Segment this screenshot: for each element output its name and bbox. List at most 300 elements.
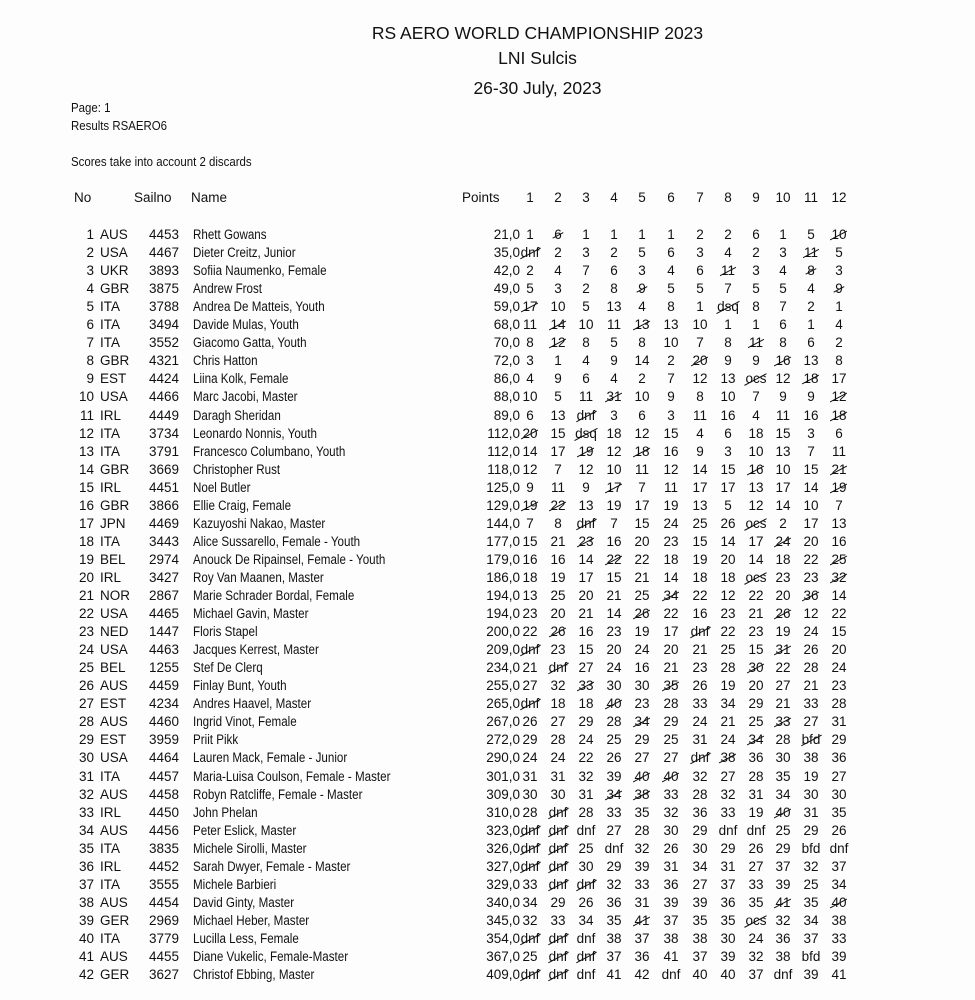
- rank: 7: [86, 335, 94, 351]
- race-score: [824, 461, 854, 479]
- race-score: 17: [663, 624, 679, 640]
- sailor-name: Liina Kolk, Female: [193, 371, 289, 387]
- race-score: 5: [638, 245, 646, 261]
- discarded-score: ocs: [745, 912, 767, 928]
- race-score: 15: [634, 515, 650, 531]
- race-score: [627, 443, 657, 461]
- race-score: 17: [720, 479, 736, 495]
- race-score: 4: [610, 371, 618, 387]
- table-row: [0, 677, 975, 695]
- race-score: 19: [692, 551, 708, 567]
- race-score: 24: [663, 515, 679, 531]
- race-score: 5: [526, 281, 534, 297]
- points: 345,0: [486, 912, 520, 928]
- discarded-score: 30: [748, 660, 764, 676]
- race-score: 16: [522, 551, 538, 567]
- discarded-score: 9: [835, 281, 843, 297]
- race-score: 7: [667, 371, 675, 387]
- race-score: [741, 461, 771, 479]
- discarded-score: 18: [831, 407, 847, 423]
- race-score: 2: [610, 245, 618, 261]
- table-row: [0, 912, 975, 930]
- race-score: [824, 894, 854, 912]
- race-score: 14: [606, 606, 622, 622]
- race-score: 4: [554, 263, 562, 279]
- table-row: [0, 334, 975, 352]
- race-score: [824, 569, 854, 587]
- points: 354,0: [486, 930, 520, 946]
- race-score: [599, 551, 629, 569]
- race-score: 9: [526, 479, 534, 495]
- race-score: [768, 605, 798, 623]
- race-score: 7: [696, 335, 704, 351]
- sailor-name: Marc Jacobi, Master: [193, 389, 298, 405]
- nation: AUS: [100, 786, 128, 802]
- nation: IRL: [100, 479, 122, 495]
- race-score: 15: [831, 624, 847, 640]
- sail-number: 3875: [149, 281, 180, 297]
- sail-number: 4451: [149, 479, 180, 495]
- race-score: [543, 930, 573, 948]
- race-score: 6: [779, 317, 787, 333]
- race-score: [627, 768, 657, 786]
- race-score: 31: [522, 768, 538, 784]
- race-score: 33: [606, 804, 622, 820]
- points: 125,0: [486, 479, 520, 495]
- race-score: 16: [831, 533, 847, 549]
- race-score: 38: [663, 930, 679, 946]
- race-score: [768, 804, 798, 822]
- race-score: 5: [779, 281, 787, 297]
- sailor-name: Marie Schrader Bordal, Female: [193, 588, 355, 603]
- race-score: dnf: [604, 840, 624, 856]
- sailor-name: Priit Pikk: [193, 732, 239, 748]
- race-score: 7: [752, 389, 760, 405]
- race-score: 8: [526, 335, 534, 351]
- race-score: 5: [610, 335, 618, 351]
- race-score: 21: [522, 660, 538, 676]
- race-score: 19: [720, 678, 736, 694]
- race-score: 32: [550, 678, 566, 694]
- race-score: 26: [578, 894, 594, 910]
- race-score: 8: [752, 299, 760, 315]
- nation: NOR: [100, 588, 130, 603]
- sail-number: 4459: [149, 678, 180, 694]
- race-score: 29: [606, 858, 622, 874]
- race-score: 35: [692, 912, 708, 928]
- race-score: 27: [803, 714, 819, 730]
- race-score: 37: [803, 930, 819, 946]
- race-score: 23: [550, 642, 566, 658]
- nation: EST: [100, 696, 127, 712]
- race-score: [599, 479, 629, 497]
- race-score: 36: [634, 949, 650, 964]
- race-score: [543, 623, 573, 641]
- race-score: 7: [582, 263, 590, 279]
- header-race-4: 4: [610, 190, 618, 205]
- race-score: 5: [752, 281, 760, 297]
- race-score: 8: [638, 335, 646, 351]
- discarded-score: 33: [775, 714, 791, 730]
- race-score: 22: [748, 588, 764, 603]
- race-score: 15: [803, 461, 819, 477]
- scores-note: Scores take into account 2 discards: [71, 154, 252, 169]
- rank: 33: [78, 804, 94, 820]
- race-score: [713, 298, 743, 316]
- race-score: 17: [578, 569, 594, 585]
- race-score: 37: [634, 930, 650, 946]
- points: 329,0: [486, 876, 520, 892]
- discarded-score: 16: [775, 353, 791, 369]
- nation: USA: [100, 750, 128, 766]
- race-score: [515, 840, 545, 858]
- discarded-score: dnf: [576, 949, 596, 964]
- discarded-score: dnf: [548, 822, 568, 838]
- points: 89,0: [493, 407, 520, 423]
- rank: 11: [79, 407, 94, 423]
- race-score: 17: [775, 479, 791, 495]
- race-score: [656, 587, 686, 605]
- race-score: 5: [582, 299, 590, 315]
- race-score: 37: [748, 967, 764, 983]
- race-score: 10: [522, 389, 538, 405]
- race-score: 32: [803, 858, 819, 874]
- race-score: 12: [578, 461, 594, 477]
- race-score: 8: [610, 281, 618, 297]
- sail-number: 4465: [149, 606, 180, 622]
- nation: ITA: [100, 768, 120, 784]
- discarded-score: dnf: [520, 822, 540, 838]
- race-score: 21: [634, 569, 650, 585]
- race-score: [599, 695, 629, 713]
- race-score: [685, 623, 715, 641]
- rank: 40: [78, 930, 94, 946]
- sailor-name: Lucilla Less, Female: [193, 930, 299, 946]
- race-score: 5: [667, 281, 675, 297]
- discarded-score: 40: [831, 894, 847, 910]
- document-title: RS AERO WORLD CHAMPIONSHIP 2023: [371, 23, 704, 43]
- race-score: 29: [720, 840, 736, 856]
- race-score: 7: [554, 461, 562, 477]
- race-score: 30: [606, 678, 622, 694]
- race-score: 13: [692, 497, 708, 513]
- sail-number: 3866: [149, 497, 180, 513]
- nation: NED: [100, 624, 129, 640]
- sail-number: 3779: [149, 930, 180, 946]
- nation: ITA: [100, 840, 120, 856]
- sail-number: 3443: [149, 533, 180, 549]
- race-score: 33: [634, 876, 650, 892]
- race-score: 32: [720, 786, 736, 802]
- points: 68,0: [493, 317, 520, 333]
- race-score: 24: [578, 732, 594, 748]
- rank: 39: [78, 912, 94, 928]
- rank: 37: [78, 876, 94, 892]
- race-score: 22: [803, 551, 819, 567]
- race-score: 19: [606, 497, 622, 513]
- header-race-8: 8: [724, 190, 732, 205]
- table-row: [0, 280, 975, 298]
- race-score: [685, 749, 715, 767]
- discarded-score: dnf: [520, 696, 540, 712]
- race-score: 2: [667, 353, 675, 369]
- sail-number: 3627: [149, 967, 180, 983]
- points: 272,0: [486, 732, 520, 748]
- sail-number: 4458: [149, 786, 180, 802]
- race-score: [713, 262, 743, 280]
- race-score: 15: [692, 533, 708, 549]
- race-score: 20: [831, 642, 847, 658]
- race-score: 41: [606, 967, 622, 983]
- race-score: 5: [807, 227, 815, 242]
- discarded-score: 8: [807, 263, 815, 279]
- race-score: 15: [748, 642, 764, 658]
- race-score: 37: [663, 912, 679, 928]
- race-score: 26: [606, 750, 622, 766]
- race-score: 21: [606, 588, 622, 603]
- race-score: 34: [803, 912, 819, 928]
- discarded-score: 23: [578, 533, 594, 549]
- race-score: 6: [724, 425, 732, 441]
- table-row: [0, 425, 975, 443]
- race-score: 2: [724, 227, 732, 242]
- table-row: [0, 948, 975, 966]
- points: 301,0: [486, 768, 520, 784]
- race-score: 4: [835, 317, 843, 333]
- nation: ITA: [100, 425, 120, 441]
- race-score: 23: [803, 569, 819, 585]
- race-score: 30: [522, 786, 538, 802]
- race-score: 32: [692, 768, 708, 784]
- discarded-score: dnf: [520, 967, 540, 983]
- race-score: [571, 948, 601, 966]
- sailor-name: Alice Sussarello, Female - Youth: [193, 533, 361, 549]
- rank: 19: [78, 551, 94, 567]
- points: 194,0: [486, 606, 520, 622]
- race-score: 1: [610, 227, 618, 242]
- table-row: [0, 244, 975, 262]
- rank: 13: [78, 443, 94, 459]
- race-score: 4: [752, 407, 760, 423]
- discarded-score: 40: [606, 696, 622, 712]
- rank: 32: [78, 786, 94, 802]
- race-score: 6: [667, 245, 675, 261]
- race-score: [656, 677, 686, 695]
- race-score: [543, 876, 573, 894]
- table-row: [0, 533, 975, 551]
- race-score: 34: [720, 696, 736, 712]
- race-score: 30: [775, 750, 791, 766]
- sailor-name: David Ginty, Master: [193, 894, 295, 910]
- header-sailno: Sailno: [134, 190, 172, 205]
- race-score: 5: [554, 389, 562, 405]
- race-score: 1: [554, 353, 562, 369]
- rank: 41: [78, 949, 94, 964]
- rank: 35: [78, 840, 94, 856]
- race-score: 25: [748, 714, 764, 730]
- race-score: 14: [634, 353, 650, 369]
- discarded-score: ocs: [745, 569, 767, 585]
- race-score: 38: [775, 949, 791, 964]
- race-score: [571, 443, 601, 461]
- table-row: [0, 840, 975, 858]
- race-score: 7: [807, 443, 815, 459]
- race-score: 24: [692, 714, 708, 730]
- sailor-name: Christof Ebbing, Master: [193, 967, 315, 983]
- race-score: 35: [720, 912, 736, 928]
- points: 200,0: [486, 624, 520, 640]
- race-score: 23: [775, 569, 791, 585]
- nation: AUS: [100, 714, 128, 730]
- rank: 6: [86, 317, 94, 333]
- nation: ITA: [100, 930, 120, 946]
- race-score: [796, 244, 826, 262]
- points: 177,0: [486, 533, 520, 549]
- points: 290,0: [486, 750, 520, 766]
- discarded-score: dnf: [690, 750, 710, 766]
- race-score: [768, 352, 798, 370]
- race-score: 38: [692, 930, 708, 946]
- race-score: 33: [522, 876, 538, 892]
- nation: EST: [100, 371, 127, 387]
- race-score: 24: [720, 732, 736, 748]
- race-score: [515, 966, 545, 984]
- race-score: [741, 659, 771, 677]
- rank: 22: [78, 606, 94, 622]
- sailor-name: Andrew Frost: [193, 281, 263, 297]
- table-row: [0, 262, 975, 280]
- race-score: 28: [775, 732, 791, 748]
- race-score: 1: [638, 227, 646, 242]
- discarded-score: 14: [550, 317, 566, 333]
- race-score: 4: [667, 263, 675, 279]
- race-score: [741, 569, 771, 587]
- race-score: 35: [606, 912, 622, 928]
- race-score: 11: [578, 389, 593, 405]
- nation: EST: [100, 732, 127, 748]
- race-score: 3: [667, 407, 675, 423]
- race-score: 12: [803, 606, 819, 622]
- race-score: 18: [522, 569, 538, 585]
- discarded-score: dnf: [520, 840, 540, 856]
- sailor-name: Daragh Sheridan: [193, 407, 281, 423]
- discarded-score: 20: [522, 425, 538, 441]
- rank: 18: [78, 533, 94, 549]
- race-score: 27: [522, 678, 538, 694]
- race-score: 6: [752, 227, 760, 242]
- discarded-score: dnf: [520, 930, 540, 946]
- table-row: [0, 388, 975, 406]
- race-score: 30: [578, 858, 594, 874]
- table-row: [0, 641, 975, 659]
- race-score: [627, 786, 657, 804]
- discarded-score: bfd: [801, 732, 821, 748]
- race-score: 10: [550, 299, 566, 315]
- race-score: 15: [775, 425, 791, 441]
- rank: 27: [78, 696, 94, 712]
- race-score: 19: [634, 624, 650, 640]
- race-score: 14: [831, 588, 847, 603]
- race-score: [768, 533, 798, 551]
- race-score: [571, 515, 601, 533]
- race-score: 25: [550, 588, 566, 603]
- sailor-name: Robyn Ratcliffe, Female - Master: [193, 786, 363, 802]
- discarded-score: dnf: [576, 876, 596, 892]
- race-score: 39: [775, 876, 791, 892]
- race-score: 12: [663, 461, 679, 477]
- race-score: [741, 731, 771, 749]
- race-score: 1: [667, 227, 675, 242]
- discarded-score: 31: [775, 642, 791, 658]
- race-score: 15: [550, 425, 566, 441]
- rank: 24: [78, 642, 94, 658]
- sail-number: 3494: [149, 317, 180, 333]
- race-score: 11: [550, 479, 565, 495]
- race-score: 9: [752, 353, 760, 369]
- race-score: 14: [775, 497, 791, 513]
- table-row: [0, 605, 975, 623]
- nation: ITA: [100, 876, 120, 892]
- table-row: [0, 731, 975, 749]
- race-score: 16: [606, 533, 622, 549]
- race-score: [543, 497, 573, 515]
- race-score: 19: [748, 804, 764, 820]
- race-score: [515, 244, 545, 262]
- header-race-1: 1: [526, 190, 534, 205]
- race-score: 26: [831, 822, 847, 838]
- race-score: 19: [550, 569, 566, 585]
- race-score: dnf: [576, 967, 596, 983]
- race-score: 26: [663, 840, 679, 856]
- race-score: 21: [663, 660, 679, 676]
- sail-number: 4464: [149, 750, 180, 766]
- race-score: 3: [779, 245, 787, 261]
- page-label: Page: 1: [71, 100, 111, 115]
- race-score: 13: [831, 515, 847, 531]
- table-row: [0, 497, 975, 515]
- race-score: 36: [720, 894, 736, 910]
- race-score: 39: [692, 894, 708, 910]
- race-score: 10: [775, 461, 791, 477]
- race-score: 8: [582, 335, 590, 351]
- race-score: 19: [803, 768, 819, 784]
- discarded-score: dnf: [548, 804, 568, 820]
- race-score: 31: [692, 732, 708, 748]
- race-score: dnf: [829, 840, 849, 856]
- race-score: 9: [610, 353, 618, 369]
- header-race-7: 7: [696, 190, 704, 205]
- race-score: 41: [663, 949, 679, 964]
- race-score: dnf: [661, 967, 681, 983]
- points: 310,0: [486, 804, 520, 820]
- race-score: 17: [748, 533, 764, 549]
- race-score: 20: [748, 678, 764, 694]
- points: 179,0: [486, 551, 520, 567]
- discarded-score: 20: [692, 353, 708, 369]
- race-score: 25: [775, 822, 791, 838]
- race-score: 11: [522, 317, 537, 333]
- race-score: 23: [634, 696, 650, 712]
- race-score: 5: [835, 245, 843, 261]
- race-score: 23: [606, 624, 622, 640]
- sail-number: 4455: [149, 949, 180, 964]
- race-score: [571, 533, 601, 551]
- table-row: [0, 479, 975, 497]
- points: 112,0: [487, 425, 520, 441]
- race-score: dnf: [576, 822, 596, 838]
- header-race-2: 2: [554, 190, 562, 205]
- race-score: 3: [752, 263, 760, 279]
